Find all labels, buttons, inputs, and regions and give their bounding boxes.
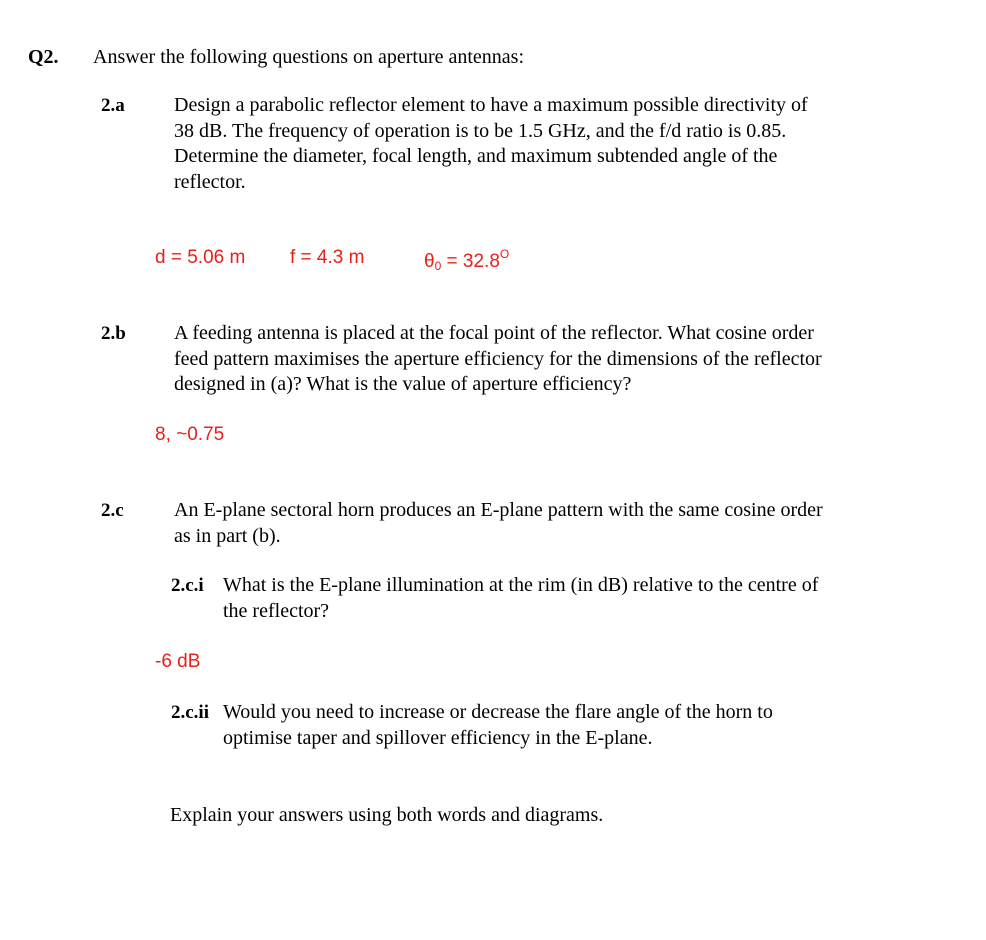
closing-instruction: Explain your answers using both words and diagrams.	[170, 804, 604, 826]
part-a-label: 2.a	[101, 95, 125, 116]
answer-rim-illumination: -6 dB	[155, 651, 201, 672]
part-c-i-line: What is the E-plane illumination at the rim (in dB) relative to the centre of	[223, 574, 819, 596]
part-c-i-text	[223, 573, 943, 624]
part-a-text	[174, 93, 934, 195]
theta-subscript: 0	[434, 259, 442, 273]
part-c-i-line: the reflector?	[223, 599, 330, 622]
part-b-label: 2.b	[101, 323, 126, 344]
answer-cosine-order-efficiency: 8, ~0.75	[155, 424, 225, 445]
theta-value: = 32.8	[441, 251, 500, 272]
answer-diameter: d = 5.06 m	[155, 247, 246, 268]
part-c-label: 2.c	[101, 500, 124, 521]
part-b-line: A feeding antenna is placed at the focal point of the reflector. What cosine order	[174, 322, 814, 344]
answer-focal-length: f = 4.3 m	[290, 247, 365, 268]
part-c-ii-line: Would you need to increase or decrease the flare angle of the horn to	[223, 701, 773, 723]
part-b-line: designed in (a)? What is the value of aperture efficiency?	[174, 373, 632, 395]
part-c-line: An E-plane sectoral horn produces an E-plane pattern with the same cosine order	[174, 499, 823, 521]
part-c-line: as in part (b).	[174, 524, 281, 547]
theta-symbol: θ	[424, 251, 435, 272]
part-c-text	[174, 498, 954, 549]
part-c-ii-text	[223, 700, 943, 751]
part-c-i-label: 2.c.i	[171, 575, 204, 596]
part-a-line: reflector.	[174, 170, 246, 193]
part-a-line: Determine the diameter, focal length, and maximum subtended angle of the	[174, 145, 778, 167]
part-b-text	[174, 321, 954, 398]
part-c-ii-label: 2.c.ii	[171, 702, 209, 723]
part-c-ii-line: optimise taper and spillover efficiency in the E-plane.	[223, 726, 653, 749]
question-title: Answer the following questions on aperture antennas:	[93, 46, 525, 68]
degree-superscript: O	[499, 247, 510, 261]
part-a-line: 38 dB. The frequency of operation is to be 1.5 GHz, and the f/d ratio is 0.85.	[174, 119, 787, 142]
part-a-line: Design a parabolic reflector element to have a maximum possible directivity of	[174, 94, 808, 116]
question-number: Q2.	[28, 46, 59, 68]
part-b-line: feed pattern maximises the aperture efficiency for the dimensions of the reflector	[174, 347, 822, 370]
answer-subtended-angle	[424, 247, 509, 273]
